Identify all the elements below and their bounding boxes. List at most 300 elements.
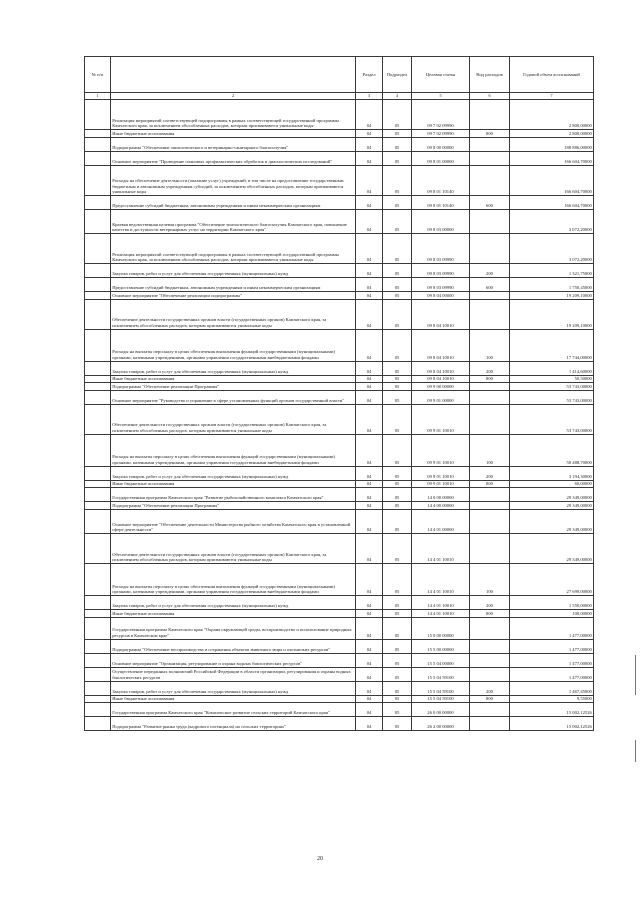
column-number: 2 [111,93,356,100]
row-name-cell: Основное мероприятие "Организация, регулирование и охрана водных биологических ресурсов" [111,653,356,667]
row-razdel-cell: 04 [356,595,383,609]
row-number-cell [85,404,111,434]
row-podrazdel-cell: 05 [383,277,412,291]
row-expense-type-cell: 200 [470,595,510,609]
row-amount-cell: 53 743,00000 [510,383,594,391]
row-podrazdel-cell: 05 [383,639,412,653]
page-number: 20 [317,856,323,862]
column-number-row [85,93,594,100]
row-number-cell [85,209,111,233]
header-expense-type: Вид расходов [470,57,510,93]
row-name-cell: Государственная программа Камчатского края "Развитие рыбохозяйственного комплекса Камчатского края" [111,488,356,502]
row-amount-cell: 19 209,10000 [510,291,594,299]
row-name-cell: Закупка товаров, работ и услуг для обеспечения государственных (муниципальных) нужд [111,263,356,277]
row-target-article-cell: 09 8 01 10140 [412,165,470,195]
row-number-cell [85,695,111,703]
budget-table [84,56,594,731]
row-amount-cell: 9,55000 [510,695,594,703]
row-razdel-cell: 04 [356,137,383,151]
row-expense-type-cell: 800 [470,480,510,488]
row-podrazdel-cell: 05 [383,151,412,165]
row-target-article-cell: 09 8 04 10010 [412,299,470,329]
row-name-cell: Реализация мероприятий соответствующей подпрограммы в рамках соответствующей государственной программы Камчатского края, за исключением обособленных расходов, которым присваиваются уникальные коды [111,233,356,263]
column-number: 3 [356,93,383,100]
row-expense-type-cell: 200 [470,361,510,375]
table-row [85,667,594,681]
row-razdel-cell: 04 [356,151,383,165]
row-podrazdel-cell: 05 [383,717,412,731]
row-podrazdel-cell: 05 [383,137,412,151]
row-expense-type-cell [470,100,510,130]
row-expense-type-cell [470,488,510,502]
row-amount-cell: 50 488,70000 [510,434,594,466]
table-row [85,165,594,195]
row-podrazdel-cell: 05 [383,681,412,695]
row-razdel-cell: 04 [356,195,383,209]
row-amount-cell: 188 886,00000 [510,137,594,151]
table-row [85,404,594,434]
row-amount-cell: 15 002,12526 [510,703,594,717]
row-target-article-cell: 15 5 04 59100 [412,681,470,695]
table-row [85,563,594,595]
row-razdel-cell: 04 [356,509,383,533]
row-podrazdel-cell: 05 [383,404,412,434]
row-podrazdel-cell: 05 [383,195,412,209]
row-expense-type-cell [470,209,510,233]
row-number-cell [85,639,111,653]
row-amount-cell: 1 414,60000 [510,361,594,375]
row-expense-type-cell [470,502,510,510]
row-razdel-cell: 04 [356,703,383,717]
scan-edge-mark [635,655,636,695]
table-row [85,375,594,383]
table-row [85,717,594,731]
row-podrazdel-cell: 05 [383,466,412,480]
row-expense-type-cell: 800 [470,695,510,703]
row-number-cell [85,681,111,695]
row-expense-type-cell: 100 [470,563,510,595]
row-name-cell: Реализация мероприятий соответствующей подпрограммы в рамках соответствующей государственной программы Камчатского края, за исключением обособленных расходов, которым присваиваются уникальные коды [111,100,356,130]
table-row [85,488,594,502]
row-expense-type-cell [470,165,510,195]
row-amount-cell: 2 800,00000 [510,100,594,130]
row-razdel-cell: 04 [356,617,383,639]
row-podrazdel-cell: 05 [383,667,412,681]
row-target-article-cell: 09 8 03 09990 [412,233,470,263]
row-amount-cell: 1 321,75000 [510,263,594,277]
row-amount-cell: 1 550,00000 [510,595,594,609]
row-expense-type-cell: 100 [470,329,510,361]
table-row [85,480,594,488]
row-expense-type-cell [470,151,510,165]
table-row [85,533,594,563]
row-number-cell [85,509,111,533]
row-expense-type-cell: 800 [470,609,510,617]
row-podrazdel-cell: 05 [383,329,412,361]
column-number: 4 [383,93,412,100]
row-expense-type-cell: 800 [470,130,510,138]
row-razdel-cell: 04 [356,329,383,361]
row-expense-type-cell [470,617,510,639]
row-number-cell [85,233,111,263]
row-razdel-cell: 04 [356,361,383,375]
row-number-cell [85,609,111,617]
row-target-article-cell: 14 4 00 00000 [412,502,470,510]
row-name-cell: Подпрограмма "Обеспечение реализации Программы" [111,502,356,510]
row-expense-type-cell: 200 [470,466,510,480]
row-target-article-cell: 09 7 02 09990 [412,130,470,138]
row-razdel-cell: 04 [356,480,383,488]
row-podrazdel-cell: 05 [383,165,412,195]
row-number-cell [85,502,111,510]
row-number-cell [85,563,111,595]
row-number-cell [85,595,111,609]
budget-table-sheet [84,56,593,731]
row-target-article-cell: 09 8 01 10140 [412,195,470,209]
row-target-article-cell: 15 0 00 00000 [412,617,470,639]
row-podrazdel-cell: 05 [383,695,412,703]
row-podrazdel-cell: 05 [383,209,412,233]
table-row [85,509,594,533]
row-number-cell [85,667,111,681]
row-number-cell [85,717,111,731]
row-razdel-cell: 04 [356,434,383,466]
table-row [85,695,594,703]
row-name-cell: Закупка товаров, работ и услуг для обеспечения государственных (муниципальных) нужд [111,361,356,375]
column-number: 5 [412,93,470,100]
row-target-article-cell: 09 8 03 09990 [412,263,470,277]
row-target-article-cell: 26 2 00 00000 [412,717,470,731]
row-razdel-cell: 04 [356,695,383,703]
row-amount-cell: 29 349,00000 [510,533,594,563]
row-target-article-cell: 09 8 00 00000 [412,137,470,151]
row-razdel-cell: 04 [356,681,383,695]
column-number: 6 [470,93,510,100]
row-number-cell [85,195,111,209]
row-podrazdel-cell: 05 [383,533,412,563]
row-name-cell: Иные бюджетные ассигнования [111,695,356,703]
row-razdel-cell: 04 [356,717,383,731]
row-expense-type-cell: 600 [470,277,510,291]
row-podrazdel-cell: 05 [383,434,412,466]
row-name-cell: Расходы на выплаты персоналу в целях обеспечения выполнения функций государственными (муниципальными) органами, казенными учреждениями, органами управления государственными внебюджетными фондами [111,329,356,361]
row-amount-cell: 1 477,00000 [510,639,594,653]
table-row [85,390,594,404]
column-number: 1 [85,93,111,100]
row-name-cell: Закупка товаров, работ и услуг для обеспечения государственных (муниципальных) нужд [111,595,356,609]
row-name-cell: Основное мероприятие "Руководство и управление в сфере установленных функций органов государственной власти" [111,390,356,404]
row-name-cell: Подпрограмма "Обеспечение эпизоотического и ветеринарно-санитарного благополучия" [111,137,356,151]
header-podrazdel: Подраздел [383,57,412,93]
row-razdel-cell: 04 [356,563,383,595]
row-number-cell [85,653,111,667]
row-amount-cell: 1 750,45000 [510,277,594,291]
row-name-cell: Расходы на обеспечение деятельности (оказание услуг) учреждений, в том числе на предоставление государственным бюджетным и автономным учреждениям субсидий, за исключением обособленных расходов, которым присваиваются уникальные коды [111,165,356,195]
row-name-cell: Основное мероприятие "Обеспечение деятельности Министерства рыбного хозяйства Камчатского края в установленной сфере деятельности" [111,509,356,533]
row-amount-cell: 27 699,00000 [510,563,594,595]
row-expense-type-cell [470,404,510,434]
row-amount-cell: 17 744,00000 [510,329,594,361]
row-podrazdel-cell: 05 [383,563,412,595]
row-number-cell [85,390,111,404]
row-podrazdel-cell: 05 [383,609,412,617]
column-number: 7 [510,93,594,100]
row-amount-cell: 166 604,70000 [510,151,594,165]
row-podrazdel-cell: 05 [383,233,412,263]
row-expense-type-cell [470,639,510,653]
row-amount-cell: 1 477,00000 [510,617,594,639]
row-number-cell [85,361,111,375]
row-number-cell [85,100,111,130]
row-number-cell [85,151,111,165]
row-name-cell: Обеспечение деятельности государственных органов власти (государственных органов) Камчатского края, за исключением обособленных расходов, которым присваиваются уникальные коды [111,299,356,329]
row-razdel-cell: 04 [356,502,383,510]
table-row [85,209,594,233]
row-amount-cell: 166 604,70000 [510,195,594,209]
row-number-cell [85,703,111,717]
row-number-cell [85,383,111,391]
row-amount-cell: 29 349,00000 [510,502,594,510]
row-amount-cell: 1 477,00000 [510,653,594,667]
row-expense-type-cell [470,653,510,667]
row-razdel-cell: 04 [356,263,383,277]
row-expense-type-cell [470,137,510,151]
row-razdel-cell: 04 [356,466,383,480]
row-amount-cell: 3 194,30000 [510,466,594,480]
row-podrazdel-cell: 05 [383,299,412,329]
row-target-article-cell: 09 8 03 09990 [412,277,470,291]
row-number-cell [85,299,111,329]
row-podrazdel-cell: 05 [383,375,412,383]
row-amount-cell: 3 072,20000 [510,233,594,263]
row-podrazdel-cell: 05 [383,509,412,533]
table-row [85,639,594,653]
row-number-cell [85,533,111,563]
row-podrazdel-cell: 05 [383,130,412,138]
row-amount-cell: 53 743,00000 [510,404,594,434]
row-podrazdel-cell: 05 [383,595,412,609]
row-number-cell [85,165,111,195]
row-podrazdel-cell: 05 [383,100,412,130]
row-name-cell: Обеспечение деятельности государственных органов власти (государственных органов) Камчатского края, за исключением обособленных расходов, которым присваиваются уникальные коды [111,404,356,434]
row-amount-cell: 100,00000 [510,609,594,617]
table-row [85,137,594,151]
row-target-article-cell: 09 9 01 00000 [412,390,470,404]
row-expense-type-cell: 200 [470,263,510,277]
row-target-article-cell: 14 4 01 10010 [412,595,470,609]
row-name-cell: Расходы на выплаты персоналу в целях обеспечения выполнения функций государственными (муниципальными) органами, казенными учреждениями, органами управления государственными внебюджетными фондами [111,434,356,466]
table-row [85,466,594,480]
row-amount-cell: 15 002,12526 [510,717,594,731]
row-podrazdel-cell: 05 [383,617,412,639]
row-razdel-cell: 04 [356,165,383,195]
row-amount-cell: 60,00000 [510,480,594,488]
row-razdel-cell: 04 [356,375,383,383]
row-razdel-cell: 04 [356,639,383,653]
table-row [85,263,594,277]
header-annual-amount: Годовой объем ассигнований [510,57,594,93]
row-podrazdel-cell: 05 [383,361,412,375]
header-num: № п/п [85,57,111,93]
row-podrazdel-cell: 05 [383,502,412,510]
row-podrazdel-cell: 05 [383,291,412,299]
row-name-cell: Государственная программа Камчатского края "Комплексное развитие сельских территорий Камчатского края" [111,703,356,717]
row-amount-cell: 1 477,00000 [510,667,594,681]
row-razdel-cell: 04 [356,667,383,681]
row-number-cell [85,466,111,480]
row-razdel-cell: 04 [356,291,383,299]
row-target-article-cell: 15 5 04 59100 [412,695,470,703]
row-target-article-cell: 09 9 01 10010 [412,480,470,488]
row-expense-type-cell: 800 [470,375,510,383]
row-name-cell: Предоставление субсидий бюджетным, автономным учреждениям и иным некоммерческим организациям [111,195,356,209]
row-target-article-cell: 09 8 04 10010 [412,375,470,383]
row-razdel-cell: 04 [356,130,383,138]
row-name-cell: Государственная программа Камчатского края "Охрана окружающей среды, воспроизводство и использование природных ресурсов в Камчатском крае" [111,617,356,639]
row-expense-type-cell [470,667,510,681]
table-row [85,151,594,165]
row-number-cell [85,329,111,361]
row-target-article-cell: 15 5 04 59100 [412,667,470,681]
row-expense-type-cell [470,717,510,731]
table-row [85,329,594,361]
row-expense-type-cell [470,383,510,391]
row-number-cell [85,480,111,488]
table-row [85,653,594,667]
row-expense-type-cell [470,299,510,329]
table-row [85,617,594,639]
row-razdel-cell: 04 [356,299,383,329]
table-row [85,383,594,391]
row-razdel-cell: 04 [356,233,383,263]
row-number-cell [85,263,111,277]
row-razdel-cell: 04 [356,383,383,391]
row-name-cell: Предоставление субсидий бюджетным, автономным учреждениям и иным некоммерческим организациям [111,277,356,291]
table-row [85,233,594,263]
row-target-article-cell: 09 9 01 10010 [412,404,470,434]
row-podrazdel-cell: 05 [383,703,412,717]
row-name-cell: Иные бюджетные ассигнования [111,130,356,138]
table-body [85,100,594,731]
row-number-cell [85,130,111,138]
row-name-cell: Подпрограмма "Обеспечение реализации Программы" [111,383,356,391]
row-name-cell: Краевая ведомственная целевая программа "Обеспечение эпизоотического благополучия Камчатского края, повышение качества и доступности ветеринарных услуг на территории Камчатского края" [111,209,356,233]
row-amount-cell: 166 604,70000 [510,165,594,195]
row-name-cell: Подпрограмма "Обеспечение воспроизводства и сохранения объектов животного мира и охотничьих ресурсов" [111,639,356,653]
row-target-article-cell: 14 4 01 10010 [412,609,470,617]
row-target-article-cell: 14 4 01 00000 [412,509,470,533]
row-target-article-cell: 09 8 04 00000 [412,291,470,299]
table-row [85,595,594,609]
row-expense-type-cell: 600 [470,195,510,209]
row-razdel-cell: 04 [356,277,383,291]
row-amount-cell: 1 467,45000 [510,681,594,695]
row-number-cell [85,277,111,291]
row-target-article-cell: 09 8 04 10010 [412,361,470,375]
row-name-cell: Закупка товаров, работ и услуг для обеспечения государственных (муниципальных) нужд [111,681,356,695]
row-amount-cell: 29 349,00000 [510,488,594,502]
row-expense-type-cell [470,390,510,404]
row-podrazdel-cell: 05 [383,488,412,502]
row-amount-cell: 53 743,00000 [510,390,594,404]
row-target-article-cell: 15 5 04 00000 [412,653,470,667]
row-razdel-cell: 04 [356,609,383,617]
row-target-article-cell: 14 4 01 10010 [412,563,470,595]
row-expense-type-cell [470,703,510,717]
row-name-cell: Обеспечение деятельности государственных органов власти (государственных органов) Камчатского края, за исключением обособленных расходов, которым присваиваются уникальные коды [111,533,356,563]
header-target-article: Целевая статья [412,57,470,93]
row-target-article-cell: 15 5 00 00000 [412,639,470,653]
table-row [85,361,594,375]
row-expense-type-cell [470,291,510,299]
table-row [85,130,594,138]
row-podrazdel-cell: 05 [383,653,412,667]
table-row [85,703,594,717]
header-razdel: Раздел [356,57,383,93]
row-razdel-cell: 04 [356,404,383,434]
row-expense-type-cell [470,509,510,533]
row-target-article-cell: 09 8 04 10010 [412,329,470,361]
row-expense-type-cell [470,533,510,563]
row-razdel-cell: 04 [356,209,383,233]
row-podrazdel-cell: 05 [383,480,412,488]
row-amount-cell: 2 800,00000 [510,130,594,138]
row-target-article-cell: 09 8 03 00000 [412,209,470,233]
row-number-cell [85,617,111,639]
row-amount-cell: 19 209,10000 [510,299,594,329]
row-number-cell [85,434,111,466]
row-amount-cell: 50,50000 [510,375,594,383]
row-razdel-cell: 04 [356,390,383,404]
row-name-cell: Основное мероприятие "Проведение плановых профилактических обработок и диагностических исследований" [111,151,356,165]
row-name-cell: Подпрограмма "Развитие рынка труда (кадрового потенциала) на сельских территориях" [111,717,356,731]
row-podrazdel-cell: 05 [383,390,412,404]
row-target-article-cell: 09 9 01 10010 [412,434,470,466]
table-row [85,681,594,695]
row-name-cell: Иные бюджетные ассигнования [111,480,356,488]
row-number-cell [85,488,111,502]
table-row [85,502,594,510]
row-name-cell: Расходы на выплаты персоналу в целях обеспечения выполнения функций государственными (муниципальными) органами, казенными учреждениями, органами управления государственными внебюджетными фондами [111,563,356,595]
row-amount-cell: 3 072,20000 [510,209,594,233]
row-target-article-cell: 14 4 01 10010 [412,533,470,563]
row-name-cell: Закупка товаров, работ и услуг для обеспечения государственных (муниципальных) нужд [111,466,356,480]
row-razdel-cell: 04 [356,100,383,130]
row-target-article-cell: 09 9 01 10010 [412,466,470,480]
row-number-cell [85,375,111,383]
row-expense-type-cell [470,233,510,263]
row-number-cell [85,291,111,299]
table-header-row [85,57,594,93]
table-row [85,100,594,130]
row-amount-cell: 29 349,00000 [510,509,594,533]
scan-edge-mark [635,740,636,762]
header-name [111,57,356,93]
row-target-article-cell: 26 0 00 00000 [412,703,470,717]
row-name-cell: Иные бюджетные ассигнования [111,609,356,617]
row-target-article-cell: 09 9 00 00000 [412,383,470,391]
row-target-article-cell: 09 8 01 00000 [412,151,470,165]
row-name-cell: Осуществление переданных полномочий Российской Федерации в области организации, регулирования и охраны водных биологических ресурсов [111,667,356,681]
row-expense-type-cell: 200 [470,681,510,695]
table-row [85,277,594,291]
table-row [85,434,594,466]
row-podrazdel-cell: 05 [383,383,412,391]
row-name-cell: Основное мероприятие "Обеспечение реализации подпрограммы" [111,291,356,299]
table-row [85,609,594,617]
row-number-cell [85,137,111,151]
row-name-cell: Иные бюджетные ассигнования [111,375,356,383]
